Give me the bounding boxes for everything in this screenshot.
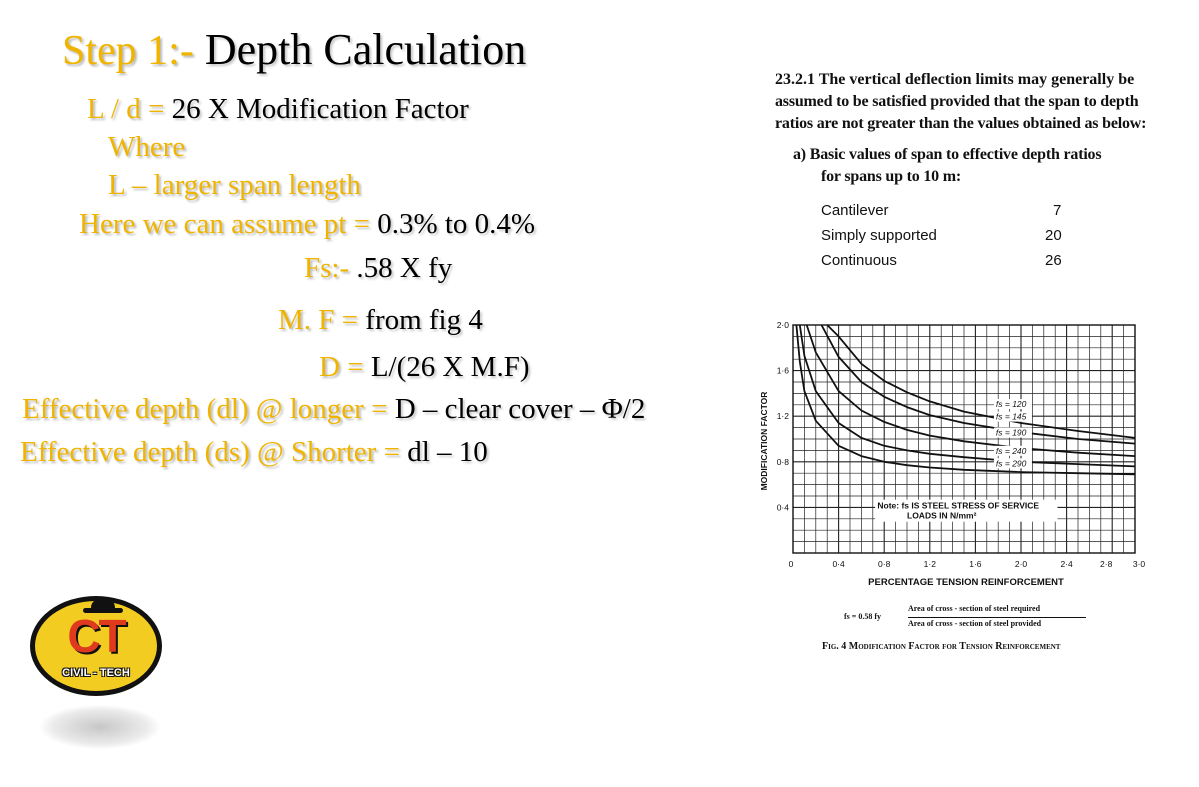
note-line-1: Note: fs IS STEEL STRESS OF SERVICE	[877, 500, 1040, 511]
curve-label: fs = 190	[995, 427, 1027, 438]
clause-line-2: assumed to be satisfied provided that the span to depth	[775, 93, 1139, 110]
y-tick-label: 1·6	[776, 365, 789, 376]
equation-line-3: L – larger span length	[108, 169, 361, 201]
figure-caption: Fig. 4 Modification Factor for Tension Reinforcement	[822, 641, 1061, 652]
logo-shadow	[40, 705, 160, 749]
formula-bar	[908, 617, 1086, 618]
equation-line-5: Fs:- .58 X fy	[304, 252, 453, 284]
clause-sub-2: for spans up to 10 m:	[821, 168, 961, 185]
ratio-label-cantilever: Cantilever	[821, 202, 889, 219]
chart-labels	[777, 320, 1145, 569]
logo-subtitle: CIVIL - TECH	[62, 667, 130, 679]
x-tick-label: 0·8	[878, 559, 891, 569]
x-tick-label: 2·8	[1100, 559, 1113, 569]
x-tick-label: 1·2	[923, 559, 936, 569]
curve-190	[807, 325, 1135, 456]
civil-tech-logo	[30, 596, 162, 696]
equation-line-6: M. F = from fig 4	[278, 304, 483, 336]
ratio-label-simply: Simply supported	[821, 227, 937, 244]
x-tick-label: 0	[788, 559, 794, 569]
x-tick-label: 2·0	[1014, 559, 1028, 569]
step-label: Step 1:-	[62, 28, 194, 74]
equation-line-1: L / d = 26 X Modification Factor	[87, 93, 469, 125]
y-tick-label: 1·2	[776, 411, 789, 422]
curve-label: fs = 145	[995, 411, 1027, 422]
x-axis-label: PERCENTAGE TENSION REINFORCEMENT	[868, 577, 1064, 588]
equation-line-9: Effective depth (ds) @ Shorter = dl – 10	[20, 436, 488, 468]
equation-line-8: Effective depth (dl) @ longer = D – clear cover – Φ/2	[22, 393, 646, 425]
curve-label: fs = 120	[995, 399, 1027, 410]
hat-icon	[91, 599, 115, 609]
curve-label: fs = 240	[995, 445, 1027, 456]
formula-left: fs = 0.58 fy	[844, 612, 881, 621]
equation-line-4: Here we can assume pt = 0.3% to 0.4%	[79, 208, 536, 240]
x-tick-label: 0·4	[832, 559, 845, 569]
x-tick-label: 1·6	[969, 559, 982, 569]
formula-denominator: Area of cross - section of steel provided	[908, 619, 1042, 628]
y-tick-label: 0·8	[776, 456, 789, 467]
logo-mark: CT	[67, 610, 125, 662]
chart-curves	[796, 325, 1135, 474]
title-text: Depth Calculation	[204, 25, 527, 74]
formula-numerator: Area of cross - section of steel required	[908, 604, 1041, 613]
clause-sub-1: a) Basic values of span to effective depth ratios	[793, 146, 1102, 163]
y-axis-label: MODIFICATION FACTOR	[759, 391, 769, 491]
ratio-value-cantilever: 7	[1053, 202, 1062, 219]
y-tick-label: 2·0	[776, 320, 789, 330]
x-tick-label: 3·0	[1132, 559, 1145, 569]
modification-factor-chart	[755, 315, 1145, 590]
note-line-2: LOADS IN N/mm²	[907, 510, 977, 521]
clause-line-1: 23.2.1 The vertical deflection limits may generally be	[775, 71, 1135, 88]
curve-120	[827, 325, 1135, 438]
curve-145	[822, 325, 1136, 444]
equation-line-2: Where	[108, 131, 186, 163]
y-tick-label: 0·4	[776, 502, 789, 513]
curve-label: fs = 290	[995, 458, 1027, 469]
equation-line-7: D = L/(26 X M.F)	[319, 351, 530, 383]
ratio-label-continuous: Continuous	[821, 252, 897, 269]
x-tick-label: 2·4	[1060, 559, 1073, 569]
page-title	[62, 24, 526, 75]
ratio-value-continuous: 26	[1045, 252, 1062, 269]
ratio-value-simply: 20	[1045, 227, 1062, 244]
clause-line-3: ratios are not greater than the values obtained as below:	[775, 115, 1147, 132]
